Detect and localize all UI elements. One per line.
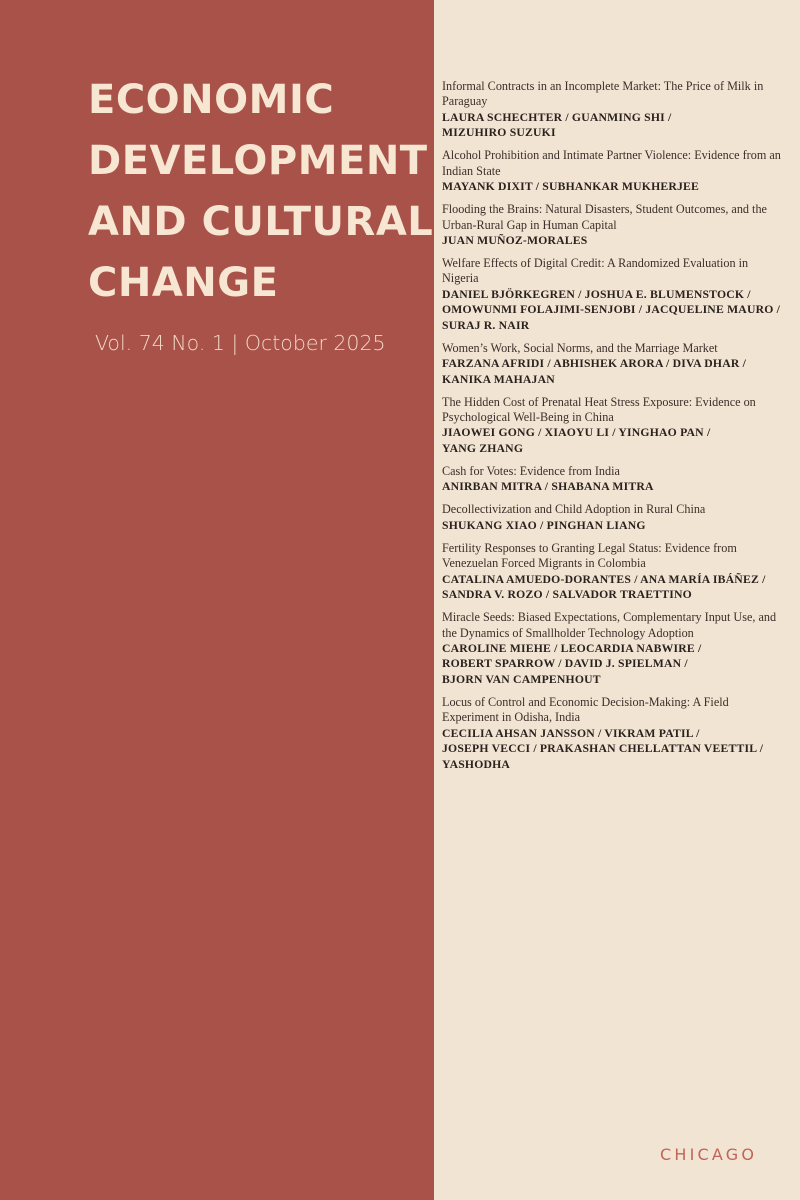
journal-title-line: AND CULTURAL	[88, 199, 434, 245]
article-title: Flooding the Brains: Natural Disasters, Student Outcomes, and the Urban-Rural Gap in Human Capital	[442, 202, 767, 232]
author-line: FARZANA AFRIDI / ABHISHEK ARORA / DIVA DHAR /	[442, 357, 747, 371]
journal-title-line: DEVELOPMENT	[88, 138, 428, 184]
author-line: OMOWUNMI FOLAJIMI-SENJOBI / JACQUELINE MAURO /	[442, 303, 781, 317]
toc-article	[442, 341, 782, 387]
author-line: JUAN MUÑOZ-MORALES	[442, 233, 588, 247]
article-title: Decollectivization and Child Adoption in Rural China	[442, 502, 706, 517]
toc-article	[442, 79, 782, 141]
article-title: Locus of Control and Economic Decision-Making: A Field Experiment in Odisha, India	[442, 694, 729, 725]
publisher-mark: CHICAGO	[660, 1145, 758, 1164]
author-line: YASHODHA	[442, 757, 511, 771]
author-line: SHUKANG XIAO / PINGHAN LIANG	[442, 518, 646, 532]
author-line: JOSEPH VECCI / PRAKASHAN CHELLATTAN VEETTIL /	[442, 742, 764, 756]
article-authors	[442, 518, 782, 534]
toc-article	[442, 202, 782, 248]
author-line: MIZUHIRO SUZUKI	[442, 126, 556, 140]
toc-article	[442, 541, 782, 603]
article-authors	[442, 110, 782, 141]
article-title: Fertility Responses to Granting Legal Status: Evidence from Venezuelan Forced Migrants in Colombia	[442, 540, 737, 571]
author-line: ROBERT SPARROW / DAVID J. SPIELMAN /	[442, 657, 688, 671]
author-line: KANIKA MAHAJAN	[442, 372, 555, 386]
author-line: BJORN VAN CAMPENHOUT	[442, 672, 601, 686]
article-authors	[442, 641, 782, 688]
author-line: SANDRA V. ROZO / SALVADOR TRAETTINO	[442, 588, 692, 602]
toc-article	[442, 502, 782, 533]
journal-title-line: ECONOMIC	[88, 77, 335, 123]
article-authors	[442, 356, 782, 387]
article-title: Welfare Effects of Digital Credit: A Randomized Evaluation in Nigeria	[442, 255, 749, 286]
article-authors	[442, 179, 782, 195]
author-line: DANIEL BJÖRKEGREN / JOSHUA E. BLUMENSTOCK /	[442, 287, 751, 301]
author-line: CATALINA AMUEDO-DORANTES / ANA MARÍA IBÁÑEZ /	[442, 572, 766, 586]
issue-info: Vol. 74 No. 1 | October 2025	[95, 331, 386, 355]
toc-article	[442, 395, 782, 457]
toc-article	[442, 610, 782, 687]
article-authors	[442, 233, 782, 249]
article-title: Alcohol Prohibition and Intimate Partner Violence: Evidence from an Indian State	[442, 148, 781, 178]
article-title: Informal Contracts in an Incomplete Market: The Price of Milk in Paraguay	[442, 79, 764, 109]
journal-title	[88, 70, 434, 314]
toc-article	[442, 464, 782, 495]
toc-article	[442, 256, 782, 333]
article-title: Women’s Work, Social Norms, and the Marriage Market	[442, 340, 718, 355]
table-of-contents	[442, 79, 782, 780]
author-line: ANIRBAN MITRA / SHABANA MITRA	[442, 480, 654, 494]
article-authors	[442, 726, 782, 773]
author-line: SURAJ R. NAIR	[442, 318, 530, 332]
article-title: Miracle Seeds: Biased Expectations, Complementary Input Use, and the Dynamics of Smallholder Technology Adoption	[442, 610, 777, 640]
author-line: JIAOWEI GONG / XIAOYU LI / YINGHAO PAN /	[442, 426, 711, 440]
article-authors	[442, 287, 782, 334]
article-title: Cash for Votes: Evidence from India	[442, 463, 620, 478]
article-title: The Hidden Cost of Prenatal Heat Stress Exposure: Evidence on Psychological Well-Being in China	[442, 394, 756, 425]
author-line: CECILIA AHSAN JANSSON / VIKRAM PATIL /	[442, 726, 700, 740]
author-line: LAURA SCHECHTER / GUANMING SHI /	[442, 110, 672, 124]
article-authors	[442, 572, 782, 603]
article-authors	[442, 479, 782, 495]
author-line: YANG ZHANG	[442, 441, 524, 455]
article-authors	[442, 425, 782, 456]
author-line: CAROLINE MIEHE / LEOCARDIA NABWIRE /	[442, 641, 702, 655]
toc-article	[442, 148, 782, 194]
author-line: MAYANK DIXIT / SUBHANKAR MUKHERJEE	[442, 180, 700, 194]
toc-article	[442, 695, 782, 772]
journal-title-line: CHANGE	[88, 260, 279, 306]
